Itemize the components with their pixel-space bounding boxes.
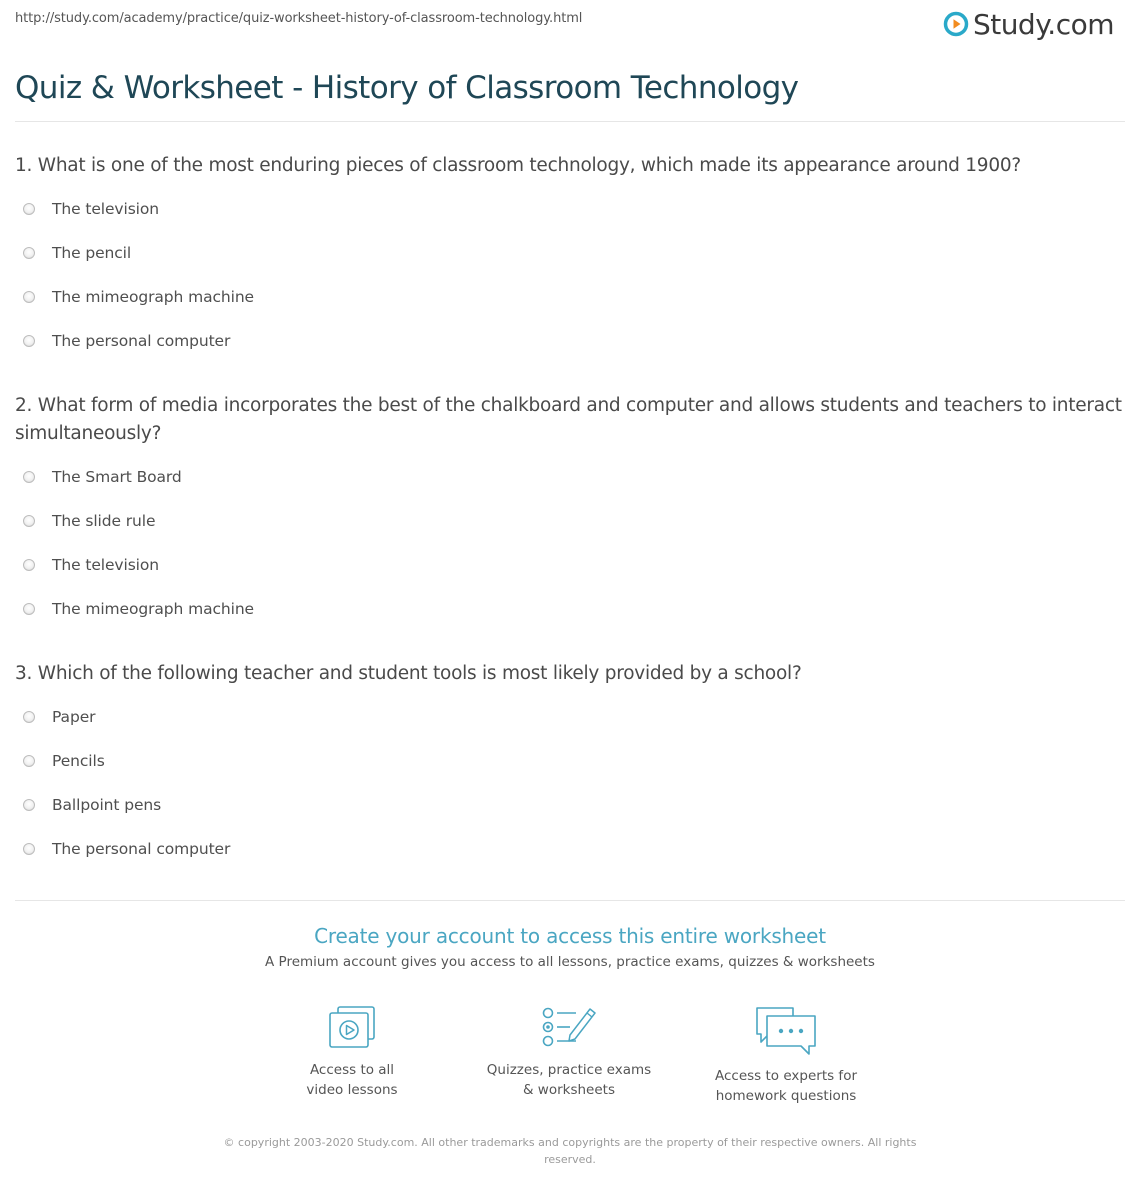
divider	[15, 121, 1125, 122]
top-bar	[0, 0, 1140, 50]
radio-button[interactable]	[23, 291, 35, 303]
radio-button[interactable]	[23, 603, 35, 615]
radio-button[interactable]	[23, 335, 35, 347]
option-label: The mimeograph machine	[52, 288, 254, 306]
radio-button[interactable]	[23, 515, 35, 527]
feature-label-line: Access to experts for	[714, 1068, 857, 1084]
option-label: The mimeograph machine	[52, 600, 254, 618]
signup-cta	[0, 924, 1140, 970]
radio-button[interactable]	[23, 711, 35, 723]
page-url: http://study.com/academy/practice/quiz-worksheet-history-of-classroom-technology.html	[15, 11, 583, 26]
answer-option[interactable]	[15, 543, 1125, 587]
option-label: The Smart Board	[52, 468, 182, 486]
option-label: Paper	[52, 708, 96, 726]
answer-option[interactable]	[15, 695, 1125, 739]
option-label: The television	[52, 556, 159, 574]
feature-label-line: Access to all	[309, 1062, 395, 1078]
divider	[15, 900, 1125, 901]
option-label: The television	[52, 200, 159, 218]
cta-title-link[interactable]: Create your account to access this entire worksheet	[314, 924, 826, 948]
answer-option[interactable]	[15, 187, 1125, 231]
question-text: 1. What is one of the most enduring pieces of classroom technology, which made its appearance around 1900?	[15, 155, 1021, 176]
answer-option[interactable]	[15, 275, 1125, 319]
question-1	[15, 152, 1125, 363]
page-title: Quiz & Worksheet - History of Classroom Technology	[15, 70, 799, 106]
option-label: The pencil	[52, 244, 132, 262]
video-lessons-icon	[326, 1004, 378, 1050]
cta-subtitle: A Premium account gives you access to all lessons, practice exams, quizzes & worksheets	[265, 954, 875, 970]
feature-label-line: & worksheets	[522, 1082, 615, 1098]
question-text: 2. What form of media incorporates the best of the chalkboard and computer and allows students and teachers to interact simultaneously?	[15, 395, 1122, 444]
option-label: Ballpoint pens	[52, 796, 162, 814]
option-label: Pencils	[52, 752, 105, 770]
logo-text: Study.com	[972, 7, 1114, 41]
answer-option[interactable]	[15, 587, 1125, 631]
radio-button[interactable]	[23, 843, 35, 855]
option-label: The personal computer	[52, 332, 231, 350]
answer-option[interactable]	[15, 739, 1125, 783]
feature-label-line: video lessons	[306, 1082, 398, 1098]
feature-experts	[686, 1004, 886, 1106]
radio-button[interactable]	[23, 755, 35, 767]
checklist-icon	[540, 1004, 598, 1050]
radio-button[interactable]	[23, 559, 35, 571]
radio-button[interactable]	[23, 799, 35, 811]
answer-option[interactable]	[15, 319, 1125, 363]
answer-option[interactable]	[15, 455, 1125, 499]
radio-button[interactable]	[23, 247, 35, 259]
answer-option[interactable]	[15, 827, 1125, 871]
option-label: The personal computer	[52, 840, 231, 858]
radio-button[interactable]	[23, 203, 35, 215]
option-label: The slide rule	[52, 512, 156, 530]
question-2	[15, 392, 1125, 631]
answer-option[interactable]	[15, 231, 1125, 275]
feature-quizzes	[469, 1004, 669, 1100]
feature-label-line: homework questions	[715, 1088, 857, 1104]
radio-button[interactable]	[23, 471, 35, 483]
answer-option[interactable]	[15, 783, 1125, 827]
study-logo[interactable]	[943, 6, 1114, 42]
question-3	[15, 660, 1125, 871]
question-text: 3. Which of the following teacher and student tools is most likely provided by a school?	[15, 663, 802, 684]
answer-option[interactable]	[15, 499, 1125, 543]
play-circle-icon	[943, 11, 969, 37]
feature-label-line: Quizzes, practice exams	[486, 1062, 652, 1078]
chat-bubbles-icon	[753, 1004, 819, 1056]
feature-video-lessons	[252, 1004, 452, 1100]
copyright-notice: © copyright 2003-2020 Study.com. All other trademarks and copyrights are the property of their respective owners. All rights reserved.	[223, 1136, 917, 1166]
